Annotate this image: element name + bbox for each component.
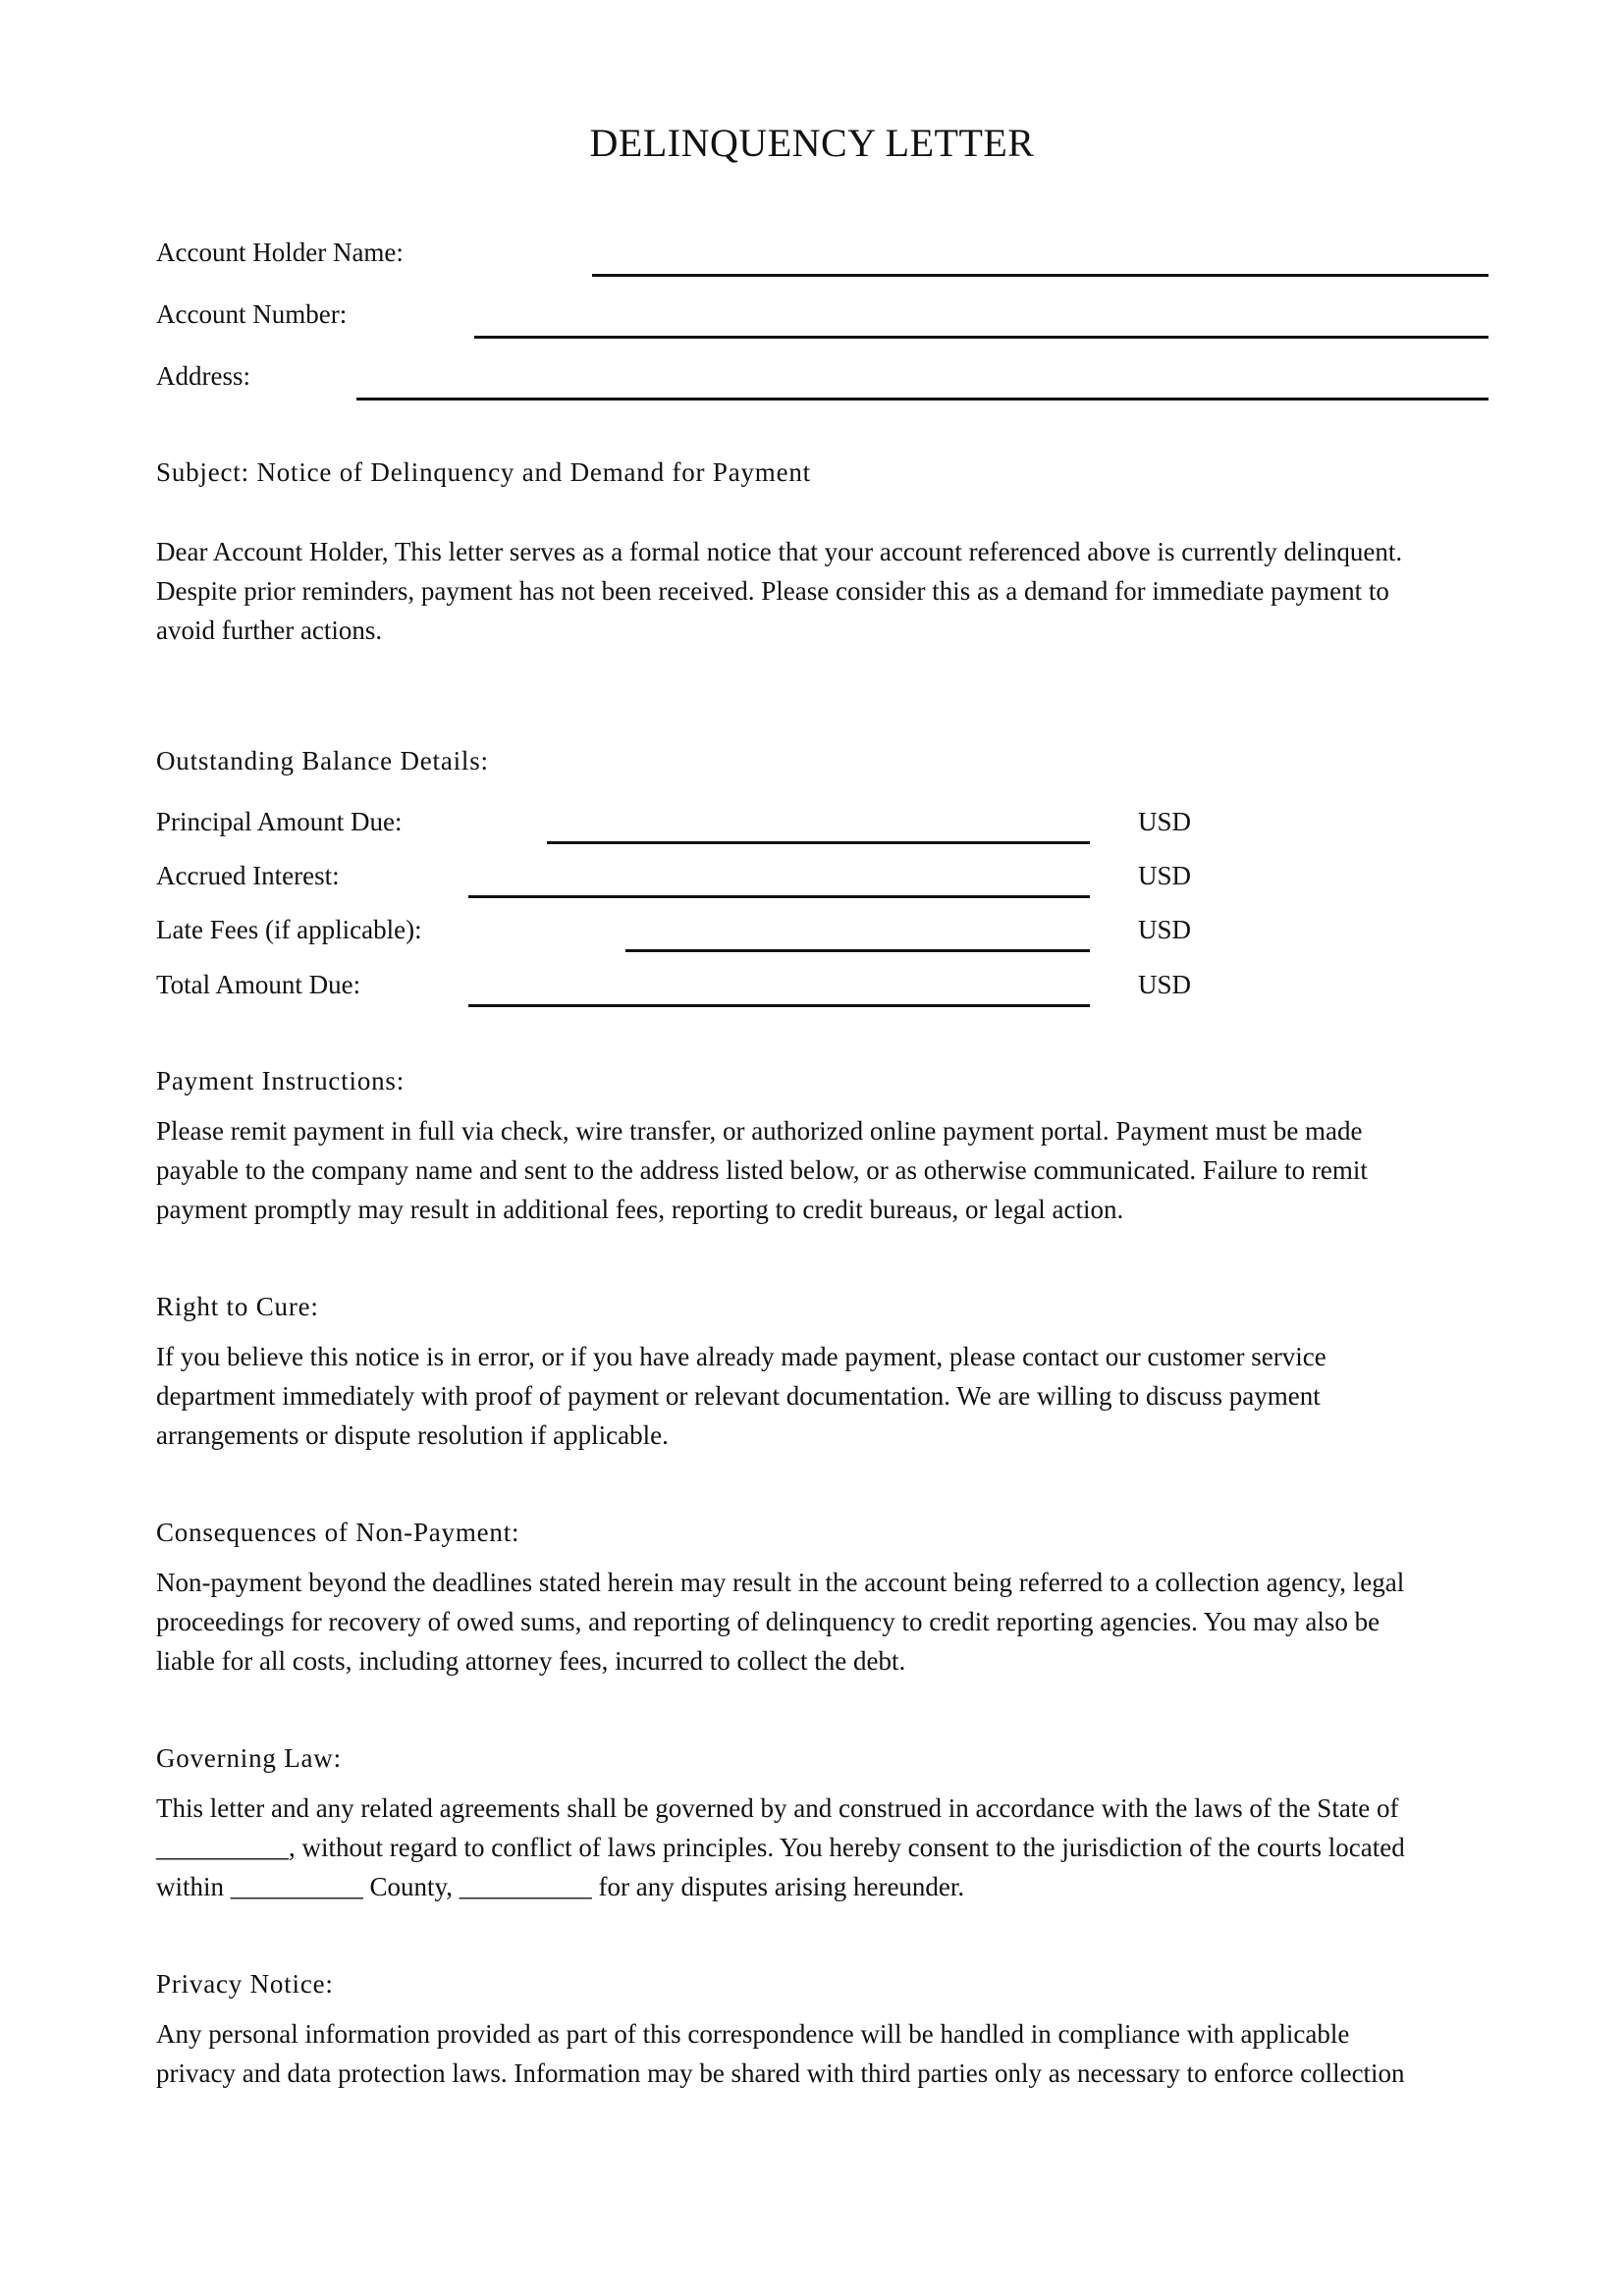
address-blank[interactable] <box>356 398 1489 400</box>
late-fees-row <box>156 915 1197 954</box>
principal-currency: USD <box>1138 807 1192 836</box>
interest-label: Accrued Interest: <box>156 861 340 890</box>
account-holder-name-blank[interactable] <box>592 274 1489 277</box>
governing-law-body: This letter and any related agreements shall be governed by and construed in accordance with the laws of the State of __________, without regard to conflict of laws principles. You hereby consent to the jurisdiction of the courts located within __________ County, __________ for any disputes arising hereunder. <box>156 1793 1405 1901</box>
principal-blank[interactable] <box>547 841 1090 844</box>
account-number-blank[interactable] <box>474 336 1489 339</box>
address-label: Address: <box>156 361 250 391</box>
balance-heading: Outstanding Balance Details: <box>156 746 489 775</box>
total-blank[interactable] <box>468 1004 1090 1007</box>
intro-paragraph: Dear Account Holder, This letter serves as a formal notice that your account referenced above is currently delinquent. Despite prior reminders, payment has not been received. Please consider this as a demand for immediate payment to avoid further actions. <box>156 537 1403 645</box>
right-to-cure-heading: Right to Cure: <box>156 1292 319 1321</box>
late-fees-blank[interactable] <box>625 949 1090 952</box>
late-fees-label: Late Fees (if applicable): <box>156 915 422 944</box>
interest-currency: USD <box>1138 861 1192 890</box>
document-title: DELINQUENCY LETTER <box>589 121 1035 165</box>
late-fees-currency: USD <box>1138 915 1192 944</box>
interest-blank[interactable] <box>468 895 1090 898</box>
principal-label: Principal Amount Due: <box>156 807 403 836</box>
payment-instructions-heading: Payment Instructions: <box>156 1066 406 1095</box>
account-number-field <box>156 299 1489 339</box>
total-label: Total Amount Due: <box>156 970 361 999</box>
total-currency: USD <box>1138 970 1192 999</box>
subject-line: Subject: Notice of Delinquency and Demand for Payment <box>156 457 811 487</box>
account-holder-name-label: Account Holder Name: <box>156 238 404 267</box>
account-holder-name-field <box>156 238 1489 277</box>
account-number-label: Account Number: <box>156 299 348 329</box>
total-row <box>156 970 1197 1009</box>
principal-row <box>156 807 1197 846</box>
consequences-heading: Consequences of Non-Payment: <box>156 1518 520 1547</box>
privacy-notice-heading: Privacy Notice: <box>156 1969 334 1999</box>
right-to-cure-body: If you believe this notice is in error, or if you have already made payment, please contact our customer service department immediately with proof of payment or relevant documentation. We are willing to discuss payment arrangements or dispute resolution if applicable. <box>156 1342 1326 1450</box>
address-field <box>156 361 1489 400</box>
consequences-body: Non-payment beyond the deadlines stated herein may result in the account being referred to a collection agency, legal proceedings for recovery of owed sums, and reporting of delinquency to credit reporting agencies. You may also be liable for all costs, including attorney fees, incurred to collect the debt. <box>156 1568 1405 1676</box>
governing-law-heading: Governing Law: <box>156 1743 342 1773</box>
interest-row <box>156 861 1197 900</box>
payment-instructions-body: Please remit payment in full via check, wire transfer, or authorized online payment portal. Payment must be made payable to the company name and sent to the address listed below, or as otherwise communicated. Failure to remit payment promptly may result in additional fees, reporting to credit bureaus, or legal action. <box>156 1116 1368 1224</box>
privacy-notice-body: Any personal information provided as part of this correspondence will be handled in compliance with applicable privacy and data protection laws. Information may be shared with third parties only as necessary to enforce collection <box>156 2019 1405 2088</box>
